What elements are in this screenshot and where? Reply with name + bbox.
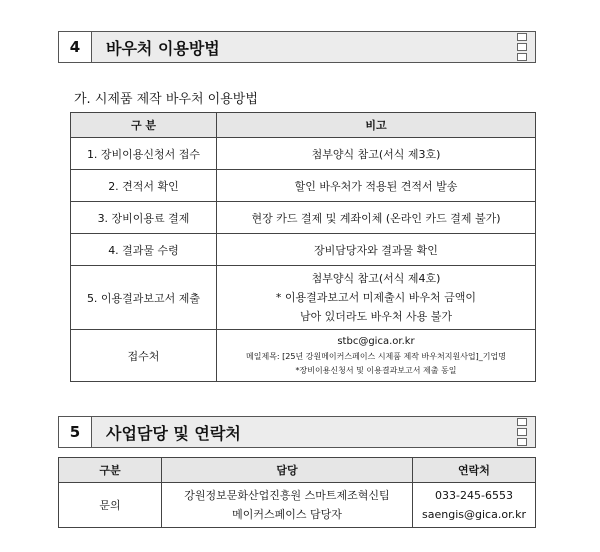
- section-title: 사업담당 및 연락처: [106, 423, 241, 443]
- mail-subject: 메일제목: [25년 강원메이커스페이스 시제품 제작 바우처지원사업]_기업명: [246, 351, 506, 361]
- table-row: [71, 234, 536, 266]
- decorative-squares-icon: [515, 417, 535, 447]
- dept-line: 강원정보문화산업진흥원 스마트제조혁신팀: [184, 489, 390, 502]
- section-4-header: [58, 31, 536, 63]
- submit-email: stbc@gica.or.kr: [337, 335, 415, 347]
- subsection-title: 가. 시제품 제작 바우처 이용방법: [74, 92, 258, 107]
- table-row: [59, 483, 536, 528]
- step-cell: 3. 장비이용료 결제: [71, 202, 217, 234]
- step-cell: 1. 장비이용신청서 접수: [71, 138, 217, 170]
- note-line: * 이용결과보고서 미제출시 바우처 금액이: [275, 291, 477, 304]
- table-header-row: [71, 113, 536, 138]
- header-contact: 연락처: [413, 458, 536, 483]
- section-5-header: [58, 416, 536, 448]
- dept-line: 메이커스페이스 담당자: [232, 508, 342, 521]
- voucher-usage-table: [70, 112, 536, 382]
- note-line: 남아 있더라도 바우처 사용 불가: [299, 310, 453, 323]
- section-number: 4: [59, 32, 92, 62]
- table-row: [71, 138, 536, 170]
- section-title: 바우처 이용방법: [106, 38, 220, 58]
- contact-table: [58, 457, 536, 528]
- attachment-note: *장비이용신청서 및 이용결과보고서 제출 동일: [295, 365, 457, 375]
- table-row: [71, 330, 536, 382]
- table-row: [71, 170, 536, 202]
- contact-cell: [413, 483, 536, 528]
- table-row: [71, 202, 536, 234]
- submit-label-cell: 접수처: [71, 330, 217, 382]
- submit-info-cell: [217, 330, 536, 382]
- note-cell: 장비담당자와 결과물 확인: [217, 234, 536, 266]
- step-cell: 4. 결과물 수령: [71, 234, 217, 266]
- step-cell: 5. 이용결과보고서 제출: [71, 266, 217, 330]
- note-line: 첨부양식 참고(서식 제4호): [311, 272, 441, 285]
- header-category: 구 분: [71, 113, 217, 138]
- header-category: 구분: [59, 458, 162, 483]
- table-header-row: [59, 458, 536, 483]
- email-address: saengis@gica.or.kr: [422, 508, 526, 521]
- note-cell: 현장 카드 결제 및 계좌이체 (온라인 카드 결제 불가): [217, 202, 536, 234]
- header-dept: 담당: [162, 458, 413, 483]
- phone-number: 033-245-6553: [435, 489, 513, 502]
- table-row: [71, 266, 536, 330]
- decorative-squares-icon: [515, 32, 535, 62]
- step-cell: 2. 견적서 확인: [71, 170, 217, 202]
- category-cell: 문의: [59, 483, 162, 528]
- section-number: 5: [59, 417, 92, 447]
- note-cell: 할인 바우처가 적용된 견적서 발송: [217, 170, 536, 202]
- header-note: 비고: [217, 113, 536, 138]
- dept-cell: [162, 483, 413, 528]
- note-cell: 첨부양식 참고(서식 제3호): [217, 138, 536, 170]
- note-cell: [217, 266, 536, 330]
